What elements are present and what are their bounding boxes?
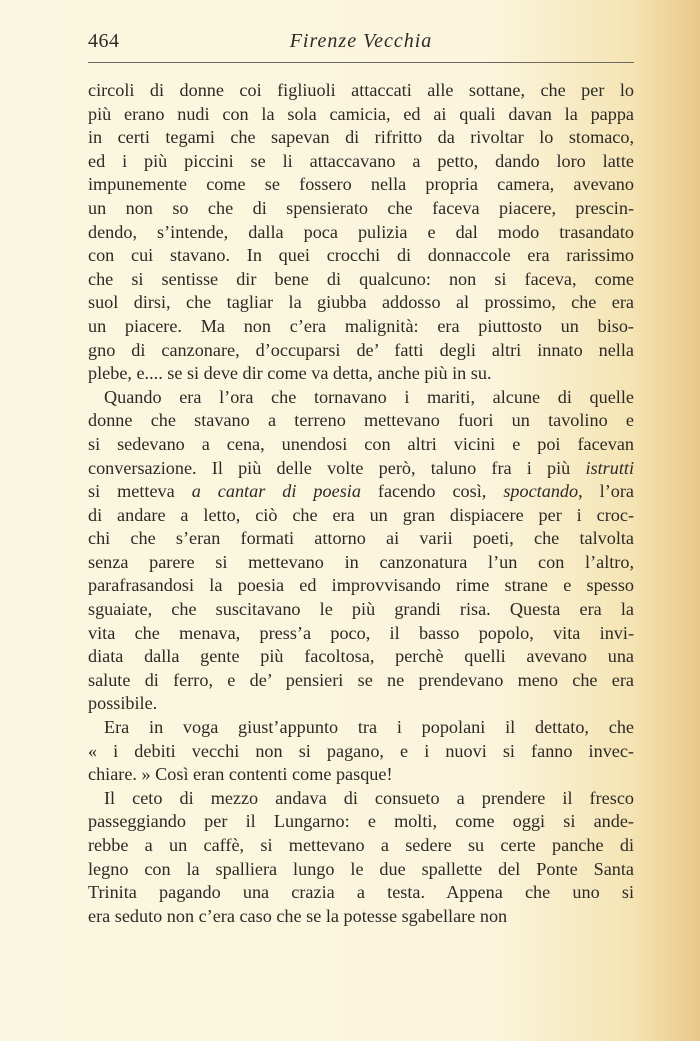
text-line: Il ceto di mezzo andava di consueto a prendere il fresco <box>104 787 634 808</box>
text-line: dendo, s’intende, dalla poca pulizia e dal modo trasandato <box>88 221 634 242</box>
text-line: si metteva a cantar di poesia facendo così, spoctando, l’ora <box>88 481 634 502</box>
text-line: Trinita pagando una crazia a testa. Appena che uno si <box>88 882 634 903</box>
text-line: Era in voga giust’appunto tra i popolani il dettato, che <box>104 717 634 738</box>
text-line: vita che menava, press’a poco, il basso popolo, vita invi- <box>88 622 634 643</box>
page-number: 464 <box>88 30 120 52</box>
text-line: conversazione. Il più delle volte però, taluno fra i più istrutti <box>88 457 634 478</box>
text-line: di andare a letto, ciò che era un gran dispiacere per i croc- <box>88 504 634 525</box>
text-line: chi che s’eran formati attorno ai varii poeti, che talvolta <box>88 528 634 549</box>
text-line: ed i più piccini se li attaccavano a petto, dando loro latte <box>88 150 634 171</box>
text-line: donne che stavano a terreno mettevano fuori un tavolino e <box>88 410 634 431</box>
text-line: che si sentisse dir bene di qualcuno: non si faceva, come <box>88 268 634 289</box>
header-rule <box>88 62 634 63</box>
text-line: circoli di donne coi figliuoli attaccati alle sottane, che per lo <box>88 80 634 100</box>
text-line: in certi tegami che sapevan di rifritto da rivoltar lo stomaco, <box>88 127 634 148</box>
text-line: con cui stavano. In quei crocchi di donnaccole era rarissimo <box>88 245 634 266</box>
text-line: gno di canzonare, d’occuparsi de’ fatti degli altri innato nella <box>88 339 634 360</box>
text-line: sguaiate, che suscitavano le più grandi risa. Questa era la <box>88 599 634 620</box>
text-line: un non so che di spensierato che faceva piacere, prescin- <box>88 197 634 218</box>
text-line: plebe, e.... se si deve dir come va detta, anche più in su. <box>88 363 492 384</box>
text-line: legno con la spalliera lungo le due spallette del Ponte Santa <box>88 858 634 879</box>
text-line: chiare. » Così eran contenti come pasque! <box>88 764 393 785</box>
page-header <box>88 30 634 60</box>
text-line: si sedevano a cena, unendosi con altri vicini e poi facevan <box>88 433 634 454</box>
text-line: rebbe a un caffè, si mettevano a sedere su certe panche di <box>88 835 634 855</box>
text-line: passeggiando per il Lungarno: e molti, come oggi si ande- <box>88 811 634 832</box>
text-line: « i debiti vecchi non si pagano, e i nuovi si fanno invec- <box>88 740 634 761</box>
text-line: salute di ferro, e de’ pensieri se ne prendevano meno che era <box>88 669 634 690</box>
text-line: senza parere si mettevano in canzonatura l’un con l’altro, <box>88 551 634 572</box>
text-line: impunemente come se fossero nella propria camera, avevano <box>88 174 634 195</box>
text-line: parafrasandosi la poesia ed improvvisando rime strane e spesso <box>88 575 634 596</box>
text-line: era seduto non c’era caso che se la potesse sgabellare non <box>88 905 508 926</box>
text-line: un piacere. Ma non c’era malignità: era piuttosto un biso- <box>88 315 634 336</box>
text-line: possibile. <box>88 693 158 714</box>
body-text <box>88 79 634 928</box>
running-title: Firenze Vecchia <box>289 30 433 52</box>
text-line: più erano nudi con la sola camicia, ed ai quali davan la pappa <box>88 103 634 124</box>
text-line: diata dalla gente più facoltosa, perchè quelli avevano una <box>88 646 634 667</box>
text-line: suol dirsi, che tagliar la giubba addosso al prossimo, che era <box>88 292 634 313</box>
text-line: Quando era l’ora che tornavano i mariti, alcune di quelle <box>104 386 634 407</box>
